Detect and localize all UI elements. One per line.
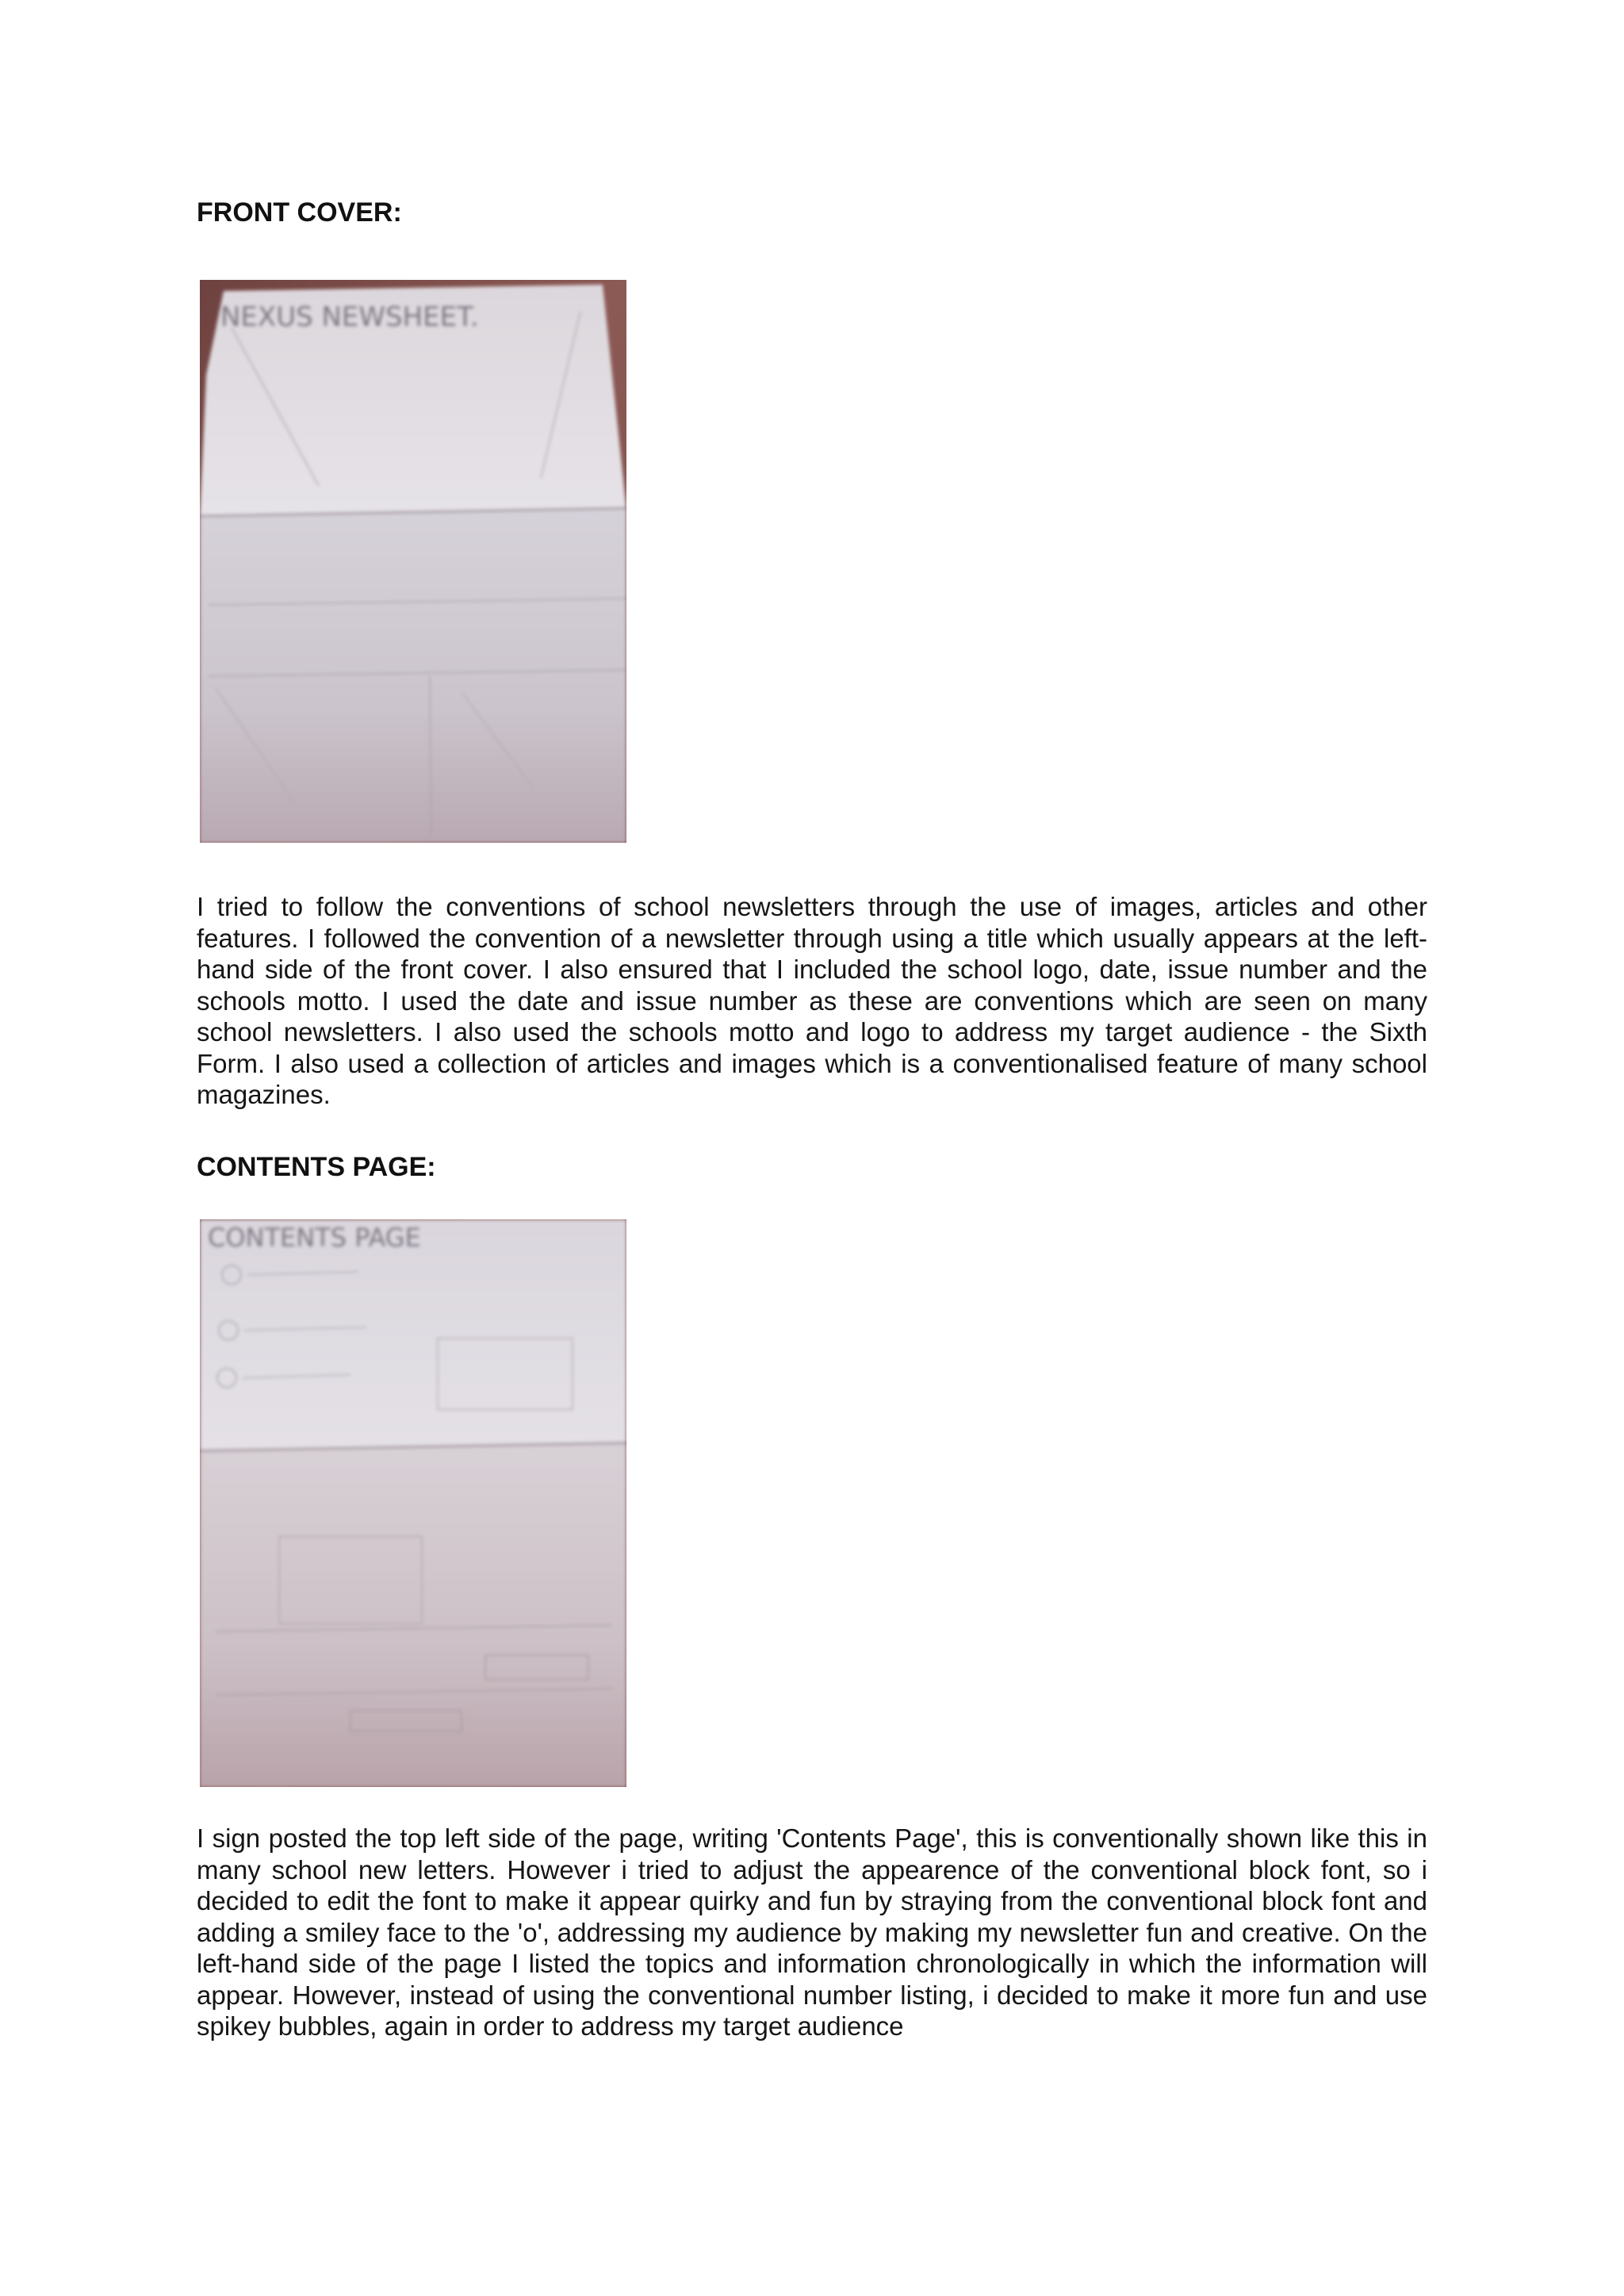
front-cover-heading: FRONT COVER: [197, 197, 402, 228]
front-cover-photo [200, 280, 626, 843]
front-cover-photo-handwritten-title: NEXUS NEWSHEET. [220, 301, 479, 333]
front-cover-paragraph: I tried to follow the conventions of school newsletters through the use of images, articles and other features. I followed the convention of a newsletter through using a title which usually appears at the left-hand side of the front cover. I also ensured that I included the school logo, date, issue number and the schools motto. I used the date and issue number as these are conventions which are seen on many school newsletters. I also used the schools motto and logo to address my target audience - the Sixth Form. I also used a collection of articles and images which is a conventionalised feature of many school magazines. [197, 892, 1427, 1109]
contents-page-photo-handwritten-title: CONTENTS PAGE [208, 1223, 421, 1253]
contents-page-photo [200, 1219, 626, 1787]
contents-page-paragraph: I sign posted the top left side of the page, writing 'Contents Page', this is conventionally shown like this in many school new letters. However i tried to adjust the appearence of the conventional block font, so i decided to edit the font to make it appear quirky and fun by straying from the conventional block font and adding a smiley face to the 'o', addressing my audience by making my newsletter fun and creative. On the left-hand side of the page I listed the topics and information chronologically in which the information will appear. However, instead of using the conventional number listing, i decided to make it more fun and use spikey bubbles, again in order to address my target audience [197, 1823, 1427, 2041]
contents-page-heading: CONTENTS PAGE: [197, 1152, 436, 1182]
